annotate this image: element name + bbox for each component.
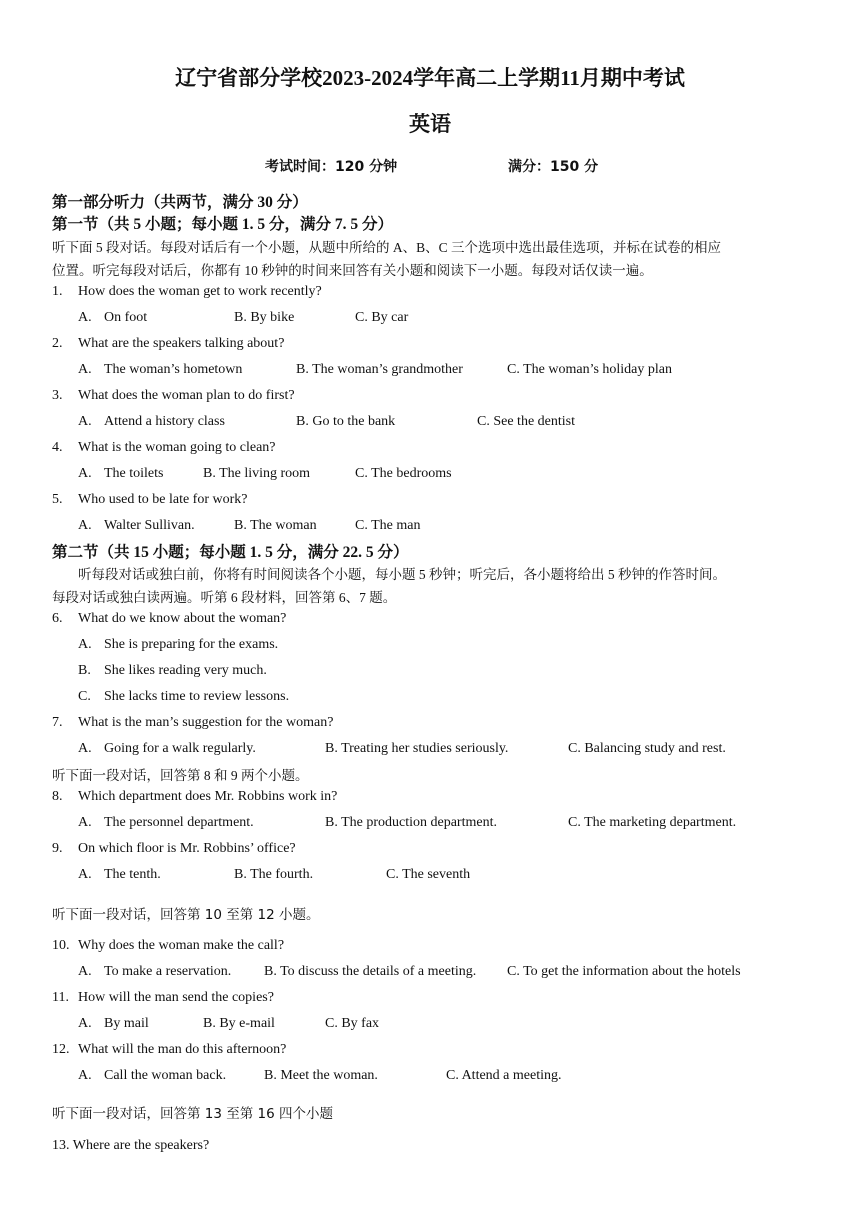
option-a: A. Attend a history class xyxy=(78,414,225,429)
question-7: 7. What is the man’s suggestion for the woman? xyxy=(52,715,334,730)
question-3: 3. What does the woman plan to do first? xyxy=(52,388,295,403)
option-a: A. On foot xyxy=(78,310,148,325)
option-a: A. The toilets xyxy=(78,466,164,481)
option-a: A. She is preparing for the exams. xyxy=(78,637,279,652)
option-b: B. Treating her studies seriously. xyxy=(325,741,509,756)
intro-10-12: 听下面一段对话，回答第 10 至第 12 小题。 xyxy=(52,907,320,923)
intro-8-9: 听下面一段对话，回答第 8 和 9 两个小题。 xyxy=(52,768,309,783)
intro-13-16: 听下面一段对话，回答第 13 至第 16 四个小题 xyxy=(52,1106,334,1122)
question-2: 2. What are the speakers talking about? xyxy=(52,336,285,351)
question-13: 13. Where are the speakers? xyxy=(52,1138,210,1153)
question-8: 8. Which department does Mr. Robbins work in? xyxy=(52,789,338,804)
part1-heading: 第一部分听力（共两节，满分 30 分） xyxy=(52,194,308,211)
option-b: B. Meet the woman. xyxy=(264,1068,378,1083)
section2-instruction-cont: 每段对话或独白读两遍。听第 6 段材料，回答第 6、7 题。 xyxy=(52,590,397,605)
option-a: A. Call the woman back. xyxy=(78,1068,227,1083)
option-a: A. The woman’s hometown xyxy=(78,362,243,377)
option-a: A. Walter Sullivan. xyxy=(78,518,195,533)
section2-instruction: 听每段对话或独白前，你将有时间阅读各个小题，每小题 5 秒钟；听完后，各小题将给出 5 秒钟的作答时间。 xyxy=(78,567,726,582)
full-score: 满分：150 分 xyxy=(508,159,599,175)
option-b: B. The woman’s grandmother xyxy=(296,362,463,377)
option-a: A. To make a reservation. xyxy=(78,964,232,979)
option-c: C. The man xyxy=(355,518,421,533)
option-a: A. Going for a walk regularly. xyxy=(78,741,256,756)
option-c: C. To get the information about the hotels xyxy=(507,964,741,979)
option-c: C. The seventh xyxy=(386,867,471,882)
section2-heading: 第二节（共 15 小题；每小题 1. 5 分，满分 22. 5 分） xyxy=(52,544,409,561)
subject-title: 英语 xyxy=(409,112,451,136)
option-c: C. She lacks time to review lessons. xyxy=(78,689,290,704)
question-6: 6. What do we know about the woman? xyxy=(52,611,287,626)
option-a: A. By mail xyxy=(78,1016,149,1031)
question-5: 5. Who used to be late for work? xyxy=(52,492,248,507)
option-b: B. The living room xyxy=(203,466,311,481)
option-c: C. See the dentist xyxy=(477,414,575,429)
question-4: 4. What is the woman going to clean? xyxy=(52,440,276,455)
option-b: B. By e-mail xyxy=(203,1016,275,1031)
question-9: 9. On which floor is Mr. Robbins’ office? xyxy=(52,841,296,856)
option-b: B. The production department. xyxy=(325,815,497,830)
question-11: 11. How will the man send the copies? xyxy=(52,990,274,1005)
question-1: 1. How does the woman get to work recently? xyxy=(52,284,322,299)
exam-time: 考试时间：120 分钟 xyxy=(265,159,398,175)
section1-instruction: 听下面 5 段对话。每段对话后有一个小题，从题中所给的 A、B、C 三个选项中选出最佳选项，并标在试卷的相应 xyxy=(52,240,722,255)
option-c: C. Attend a meeting. xyxy=(446,1068,562,1083)
option-c: C. The bedrooms xyxy=(355,466,452,481)
option-b: B. Go to the bank xyxy=(296,414,396,429)
question-12: 12. What will the man do this afternoon? xyxy=(52,1042,287,1057)
option-c: C. The marketing department. xyxy=(568,815,737,830)
option-a: A. The tenth. xyxy=(78,867,161,882)
option-b: B. By bike xyxy=(234,310,295,325)
option-c: C. The woman’s holiday plan xyxy=(507,362,672,377)
option-a: A. The personnel department. xyxy=(78,815,254,830)
option-c: C. By car xyxy=(355,310,409,325)
question-10: 10. Why does the woman make the call? xyxy=(52,938,285,953)
exam-title: 辽宁省部分学校2023-2024学年高二上学期11月期中考试 xyxy=(175,66,685,90)
option-b: B. To discuss the details of a meeting. xyxy=(264,964,477,979)
option-b: B. She likes reading very much. xyxy=(78,663,267,678)
section1-heading: 第一节（共 5 小题；每小题 1. 5 分，满分 7. 5 分） xyxy=(52,216,394,233)
option-b: B. The fourth. xyxy=(234,867,314,882)
option-b: B. The woman xyxy=(234,518,317,533)
option-c: C. By fax xyxy=(325,1016,380,1031)
option-c: C. Balancing study and rest. xyxy=(568,741,726,756)
section1-instruction-cont: 位置。听完每段对话后，你都有 10 秒钟的时间来回答有关小题和阅读下一小题。每段对话仅读一遍。 xyxy=(52,263,653,278)
